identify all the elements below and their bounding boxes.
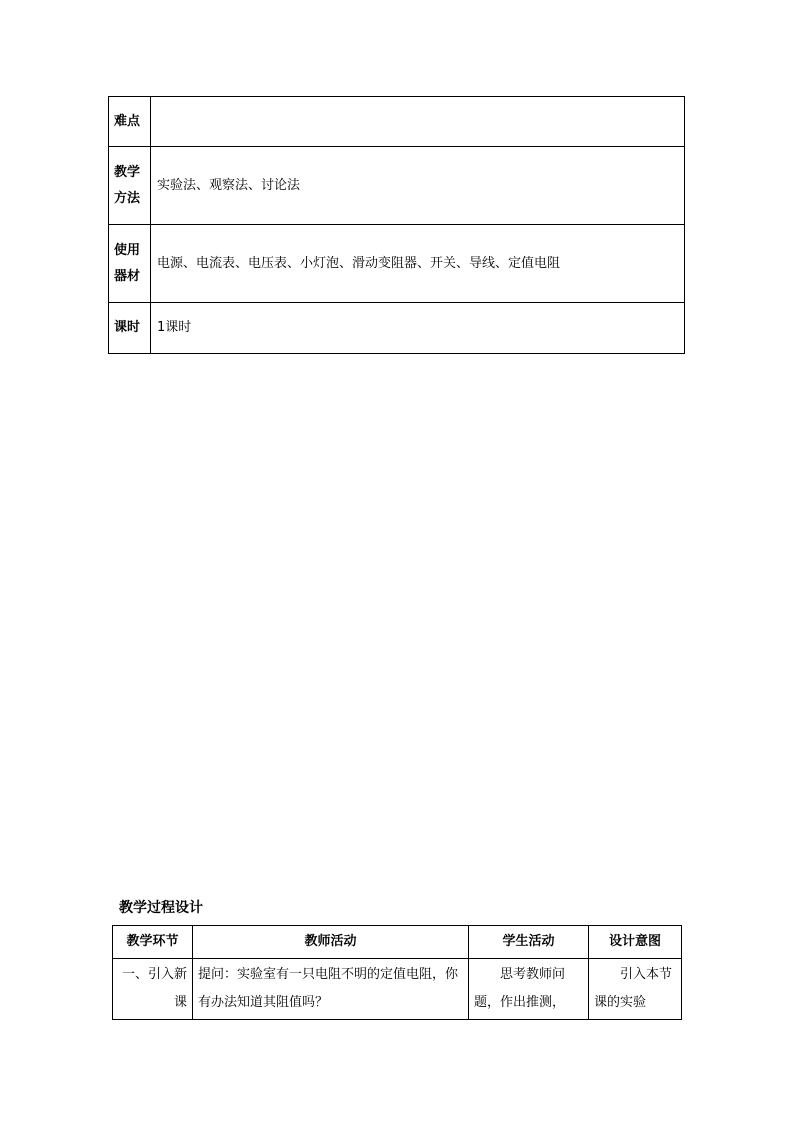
info-row-difficulty xyxy=(109,97,685,147)
header-teacher-activity: 教师活动 xyxy=(193,926,469,959)
info-value-equipment: 电源、电流表、电压表、小灯泡、滑动变阻器、开关、导线、定值电阻 xyxy=(151,225,685,303)
info-value-difficulty xyxy=(151,97,685,147)
table-row xyxy=(113,959,682,1020)
info-row-method xyxy=(109,147,685,225)
design-intent-cell: 引入本节课的实验 xyxy=(589,959,682,1020)
stage-cell: 一、引入新课 xyxy=(113,959,193,1020)
header-design-intent: 设计意图 xyxy=(589,926,682,959)
info-value-period: 1课时 xyxy=(151,303,685,354)
student-activity-cell: 思考教师问题，作出推测， xyxy=(469,959,589,1020)
process-header-row xyxy=(113,926,682,959)
process-table xyxy=(112,925,682,1020)
lesson-info-table xyxy=(108,96,685,354)
info-label-period: 课时 xyxy=(109,303,151,354)
info-label-method: 教学方法 xyxy=(109,147,151,225)
info-label-difficulty: 难点 xyxy=(109,97,151,147)
header-stage: 教学环节 xyxy=(113,926,193,959)
info-value-method: 实验法、观察法、讨论法 xyxy=(151,147,685,225)
info-label-equipment: 使用器材 xyxy=(109,225,151,303)
info-row-period xyxy=(109,303,685,354)
header-student-activity: 学生活动 xyxy=(469,926,589,959)
process-section-title: 教学过程设计 xyxy=(119,900,203,916)
info-row-equipment xyxy=(109,225,685,303)
teacher-activity-cell: 提问：实验室有一只电阻不明的定值电阻，你有办法知道其阻值吗？ xyxy=(193,959,469,1020)
